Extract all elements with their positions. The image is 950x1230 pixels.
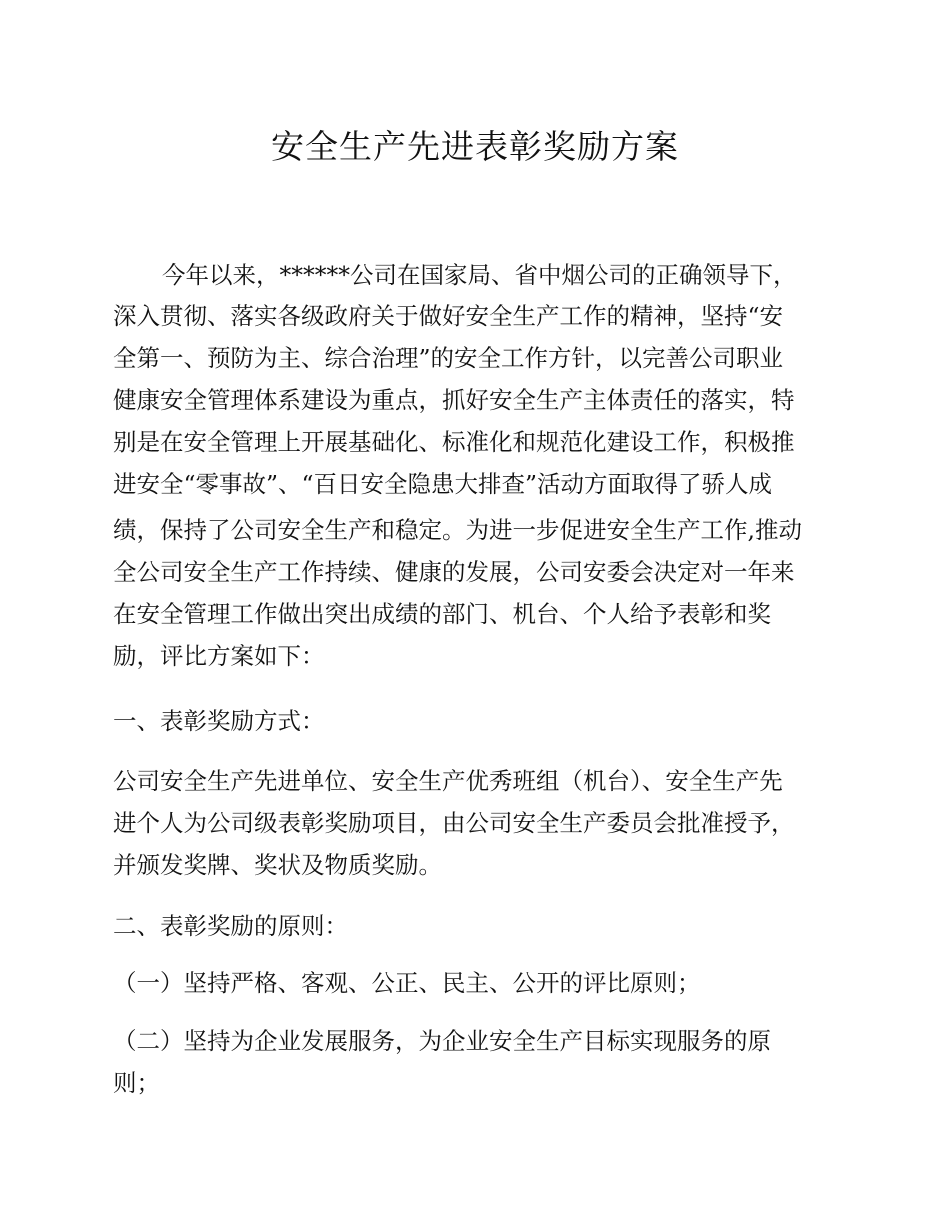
intro-line-7: 绩，保持了公司安全生产和稳定。为进一步促进安全生产工作,推动 [113, 516, 802, 544]
intro-line-6: 进安全“零事故”、“百日安全隐患大排查”活动方面取得了骄人成 [113, 470, 773, 498]
section1-line-3: 并颁发奖牌、奖状及物质奖励。 [113, 851, 442, 879]
section1-line-1: 公司安全生产先进单位、安全生产优秀班组（机台）、安全生产先 [113, 767, 783, 795]
document-title: 安全生产先进表彰奖励方案 [271, 127, 679, 166]
intro-line-10: 励，评比方案如下： [113, 642, 325, 670]
intro-line-1: 今年以来，******公司在国家局、省中烟公司的正确领导下， [162, 261, 797, 289]
intro-line-8: 全公司安全生产工作持续、健康的发展，公司安委会决定对一年来 [113, 558, 795, 586]
section2-heading: 二、表彰奖励的原则： [113, 912, 348, 940]
section1-heading: 一、表彰奖励方式： [113, 707, 325, 735]
intro-line-2: 深入贯彻、落实各级政府关于做好安全生产工作的精神，坚持“安 [113, 302, 784, 330]
intro-line-5: 别是在安全管理上开展基础化、标准化和规范化建设工作，积极推 [113, 428, 795, 456]
principle-2-line-2: 则； [113, 1069, 160, 1097]
intro-line-9: 在安全管理工作做出突出成绩的部门、机台、个人给予表彰和奖 [113, 600, 771, 628]
intro-line-3: 全第一、预防为主、综合治理”的安全工作方针，以完善公司职业 [113, 344, 784, 372]
intro-line-4: 健康安全管理体系建设为重点，抓好安全生产主体责任的落实，特 [113, 386, 795, 414]
section1-line-2: 进个人为公司级表彰奖励项目，由公司安全生产委员会批准授予， [113, 809, 795, 837]
principle-1: （一）坚持严格、客观、公正、民主、公开的评比原则； [113, 969, 701, 997]
principle-2-line-1: （二）坚持为企业发展服务，为企业安全生产目标实现服务的原 [113, 1027, 771, 1055]
